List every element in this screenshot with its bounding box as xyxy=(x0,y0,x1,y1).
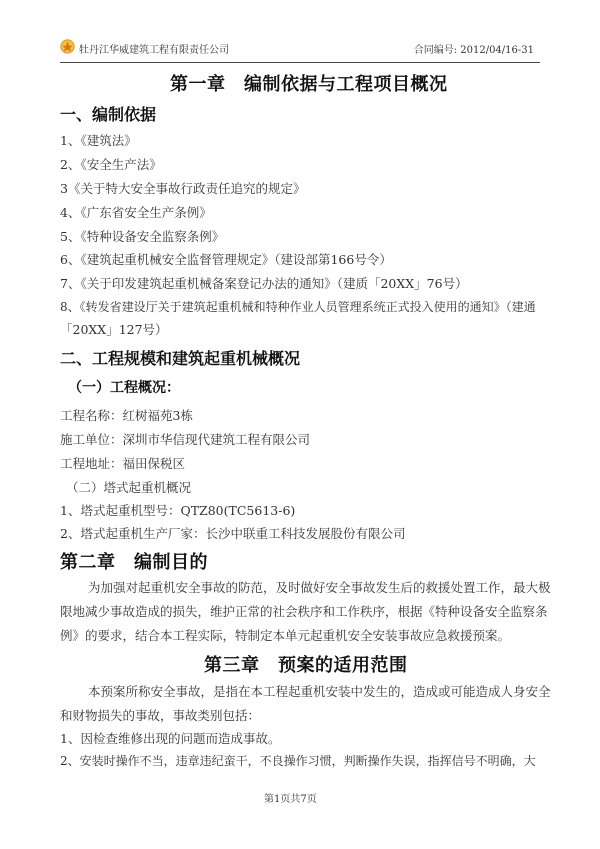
page-header xyxy=(60,36,540,63)
overview-item: 工程名称：红树福苑3栋 xyxy=(60,408,193,423)
subsection-overview-title: （一）工程概况： xyxy=(68,380,180,396)
overview-item: 工程地址：福田保税区 xyxy=(60,456,186,471)
contract-number: 合同编号: 2012/04/16-31 xyxy=(413,45,534,56)
basis-item-continued: 「20XX」127号） xyxy=(60,322,168,337)
basis-item: 5、《特种设备安全监察条例》 xyxy=(60,229,225,244)
page-number: 第1页共7页 xyxy=(264,794,317,805)
company-name: 牡丹江华威建筑工程有限责任公司 xyxy=(79,45,229,56)
section-scale-title: 二、工程规模和建筑起重机械概况 xyxy=(60,349,301,368)
company-logo-icon xyxy=(60,39,75,54)
paragraph-line: 1、因检查维修出现的问题而造成事故。 xyxy=(60,731,281,746)
basis-item: 7、《关于印发建筑起重机械备案登记办法的通知》（建质「20XX」76号） xyxy=(60,276,468,291)
basis-item: 2、《安全生产法》 xyxy=(60,157,162,172)
paragraph-line: 限地减少事故造成的损失，维护正常的社会秩序和工作秩序，根据《特种设备安全监察条 xyxy=(60,604,548,619)
section-basis-title: 一、编制依据 xyxy=(60,105,157,124)
crane-item: 1、塔式起重机型号：QTZ80(TC5613-6) xyxy=(60,503,296,518)
basis-item: 4、《广东省安全生产条例》 xyxy=(60,205,212,220)
chapter1-title: 第一章 编制依据与工程项目概况 xyxy=(170,74,448,95)
basis-item: 3《关于特大安全事故行政责任追究的规定》 xyxy=(60,181,306,196)
basis-item: 8、《转发省建设厅关于建筑起重机械和特种作业人员管理系统正式投入使用的通知》（建通 xyxy=(60,300,536,314)
chapter2-title: 第二章 编制目的 xyxy=(60,552,208,573)
basis-item: 6、《建筑起重机械安全监督管理规定》（建设部第166号令） xyxy=(60,252,392,267)
basis-item: 1、《建筑法》 xyxy=(60,133,137,148)
paragraph-line: 例》的要求，结合本工程实际，特制定本单元起重机安全安装事故应急救援预案。 xyxy=(60,628,511,643)
paragraph-line: 为加强对起重机安全事故的防范，及时做好安全事故发生后的救援处置工作，最大极 xyxy=(88,580,551,595)
chapter3-title: 第三章 预案的适用范围 xyxy=(204,655,408,676)
subsection-crane-title: （二）塔式起重机概况 xyxy=(66,480,192,495)
crane-item: 2、塔式起重机生产厂家：长沙中联重工科技发展股份有限公司 xyxy=(60,526,406,541)
paragraph-line: 2、安装时操作不当，违章违纪蛮干，不良操作习惯，判断操作失误，指挥信号不明确，大 xyxy=(60,754,536,768)
paragraph-line: 和财物损失的事故，事故类别包括： xyxy=(60,708,261,723)
overview-item: 施工单位：深圳市华信现代建筑工程有限公司 xyxy=(60,432,311,447)
paragraph-line: 本预案所称安全事故，是指在本工程起重机安装中发生的，造成或可能造成人身安全 xyxy=(88,684,551,699)
